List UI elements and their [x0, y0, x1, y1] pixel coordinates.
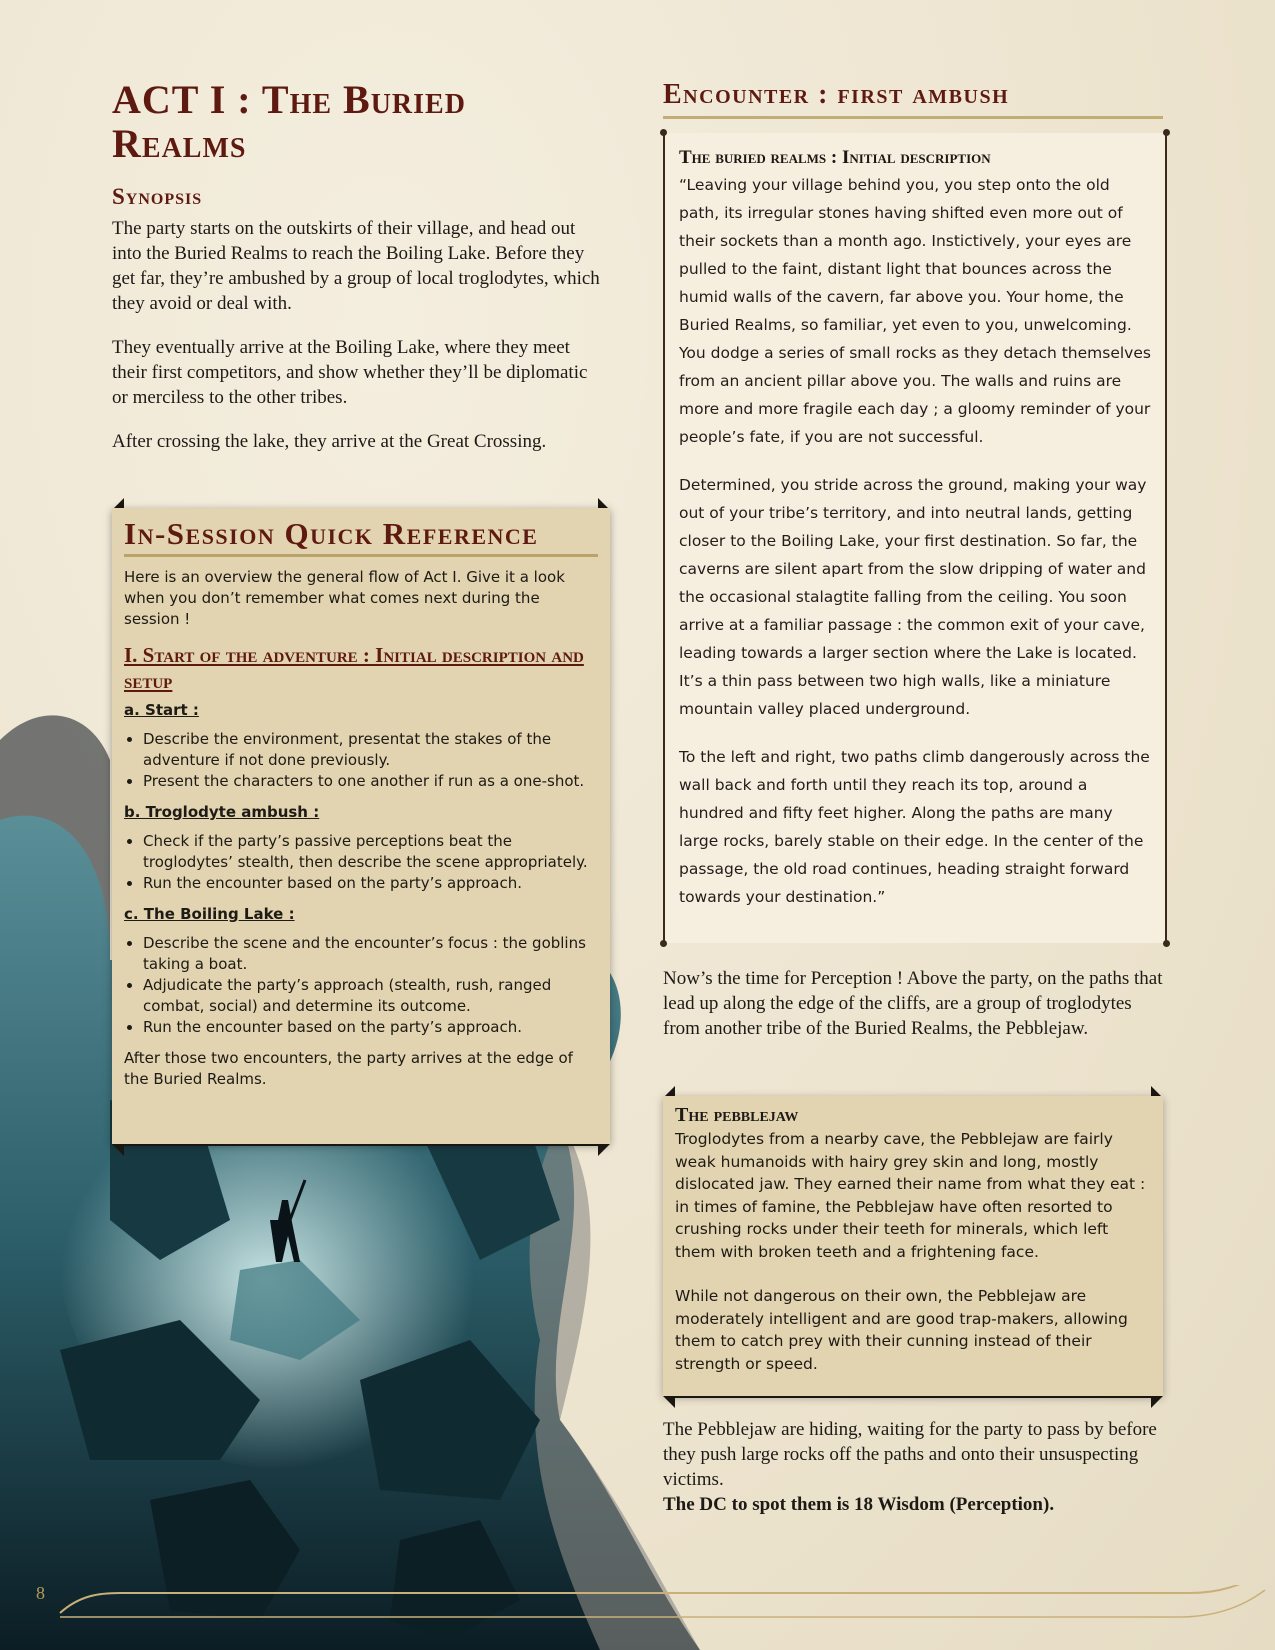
pebblejaw-paragraph: Troglodytes from a nearby cave, the Pebblejaw are fairly weak humanoids with hairy grey skin and long, mostly dislocated jaw. They earned their name from what they eat : in times of famine, the Pebblejaw have often resorted to crushing rocks under their teeth for minerals, which left them with broken teeth and a frightening face. — [675, 1130, 1146, 1261]
dc-callout: The DC to spot them is 18 Wisdom (Perception). — [663, 1494, 1055, 1515]
synopsis-paragraph: The party starts on the outskirts of their village, and head out into the Buried Realms to reach the Boiling Lake. Before they get far, they’re ambushed by a group of local troglodytes, which they avoid or deal with. — [112, 218, 600, 314]
corner-dot — [1163, 129, 1170, 136]
quick-reference-box — [112, 498, 610, 1156]
section-heading: I. Start of the adventure : Initial description and setup — [124, 643, 584, 693]
left-column — [112, 78, 602, 473]
quick-reference-outro: After those two encounters, the party arrives at the edge of the Buried Realms. — [124, 1049, 573, 1088]
corner-dot — [660, 129, 667, 136]
list-item: • Present the characters to one another if run as a one-shot. — [143, 771, 598, 792]
hiding-paragraph — [663, 1417, 1163, 1517]
title-divider — [124, 554, 598, 557]
subheading-troglodyte-ambush: b. Troglodyte ambush : — [124, 803, 320, 821]
quick-reference-intro: Here is an overview the general flow of Act I. Give it a look when you don’t remember what comes next during the session ! — [124, 568, 565, 628]
list-item: • Check if the party’s passive perceptions beat the troglodytes’ stealth, then describe the scene appropriately. — [143, 831, 598, 873]
act-title: ACT I : The Buried Realms — [112, 77, 466, 166]
start-list — [124, 729, 598, 792]
box-bottom-edge — [112, 1144, 610, 1156]
perception-paragraph: Now’s the time for Perception ! Above the party, on the paths that lead up along the edge of the cliffs, are a group of troglodytes from another tribe of the Buried Realms, the Pebblejaw. — [663, 968, 1163, 1039]
synopsis-heading: Synopsis — [112, 184, 203, 209]
list-item: • Run the encounter based on the party’s approach. — [143, 1017, 598, 1038]
subheading-start: a. Start : — [124, 701, 199, 719]
synopsis-paragraph: After crossing the lake, they arrive at the Great Crossing. — [112, 431, 547, 452]
quick-reference-title: In-Session Quick Reference — [124, 516, 539, 551]
read-aloud-paragraph: To the left and right, two paths climb dangerously across the wall back and forth until they reach its top, around a hundred and fifty feet higher. Along the paths are many large rocks, barely stable on their edge. In the center of the passage, the old road continues, heading straight forward towards your destination.” — [679, 748, 1150, 906]
read-aloud-title: The buried realms : Initial description — [679, 147, 991, 168]
read-aloud-box — [663, 133, 1167, 943]
synopsis-paragraph: They eventually arrive at the Boiling Lake, where they meet their first competitors, and show whether they’ll be diplomatic or merciless to the other tribes. — [112, 337, 588, 408]
encounter-divider — [663, 116, 1163, 119]
pebblejaw-panel — [663, 1096, 1163, 1396]
list-item: • Describe the environment, presentat the stakes of the adventure if not done previously. — [143, 729, 598, 771]
pebblejaw-box — [663, 1086, 1163, 1408]
right-column — [663, 78, 1163, 133]
box-bottom-edge — [663, 1396, 1163, 1408]
footer-ornament — [0, 1585, 1275, 1625]
quick-reference-panel — [112, 508, 610, 1144]
subheading-boiling-lake: c. The Boiling Lake : — [124, 905, 295, 923]
corner-dot — [1163, 940, 1170, 947]
pebblejaw-paragraph: While not dangerous on their own, the Pebblejaw are moderately intelligent and are good trap-makers, allowing them to catch prey with their cunning instead of their strength or speed. — [675, 1287, 1128, 1373]
corner-dot — [660, 940, 667, 947]
list-item: • Adjudicate the party’s approach (stealth, rush, ranged combat, social) and determine its outcome. — [143, 975, 598, 1017]
read-aloud-paragraph: Determined, you stride across the ground, making your way out of your tribe’s territory, and into neutral lands, getting closer to the Boiling Lake, your first destination. So far, the caverns are silent apart from the slow dripping of water and the occasional stalagtite falling from the ceiling. You soon arrive at a familiar passage : the common exit of your cave, leading towards a larger section where the Lake is located. It’s a thin pass between two high walls, like a miniature mountain valley placed underground. — [679, 476, 1147, 718]
page-number: 8 — [36, 1583, 45, 1603]
encounter-heading: Encounter : first ambush — [663, 79, 1010, 110]
list-item: • Describe the scene and the encounter’s focus : the goblins taking a boat. — [143, 933, 598, 975]
ambush-list — [124, 831, 598, 894]
boiling-lake-list — [124, 933, 598, 1038]
read-aloud-paragraph: “Leaving your village behind you, you step onto the old path, its irregular stones having shifted even more out of their sockets than a month ago. Instictively, your eyes are pulled to the faint, distant light that bounces across the humid walls of the cavern, far above you. Your home, the Buried Realms, so familiar, yet even to you, unwelcoming. You dodge a series of small rocks as they detach themselves from an ancient pillar above you. The walls and ruins are more and more fragile each day ; a gloomy reminder of your people’s fate, if you are not successful. — [679, 176, 1151, 446]
hiding-text: The Pebblejaw are hiding, waiting for the party to pass by before they push large rocks off the paths and onto their unsuspecting victims. — [663, 1419, 1157, 1490]
list-item: • Run the encounter based on the party’s approach. — [143, 873, 598, 894]
pebblejaw-title: The pebblejaw — [675, 1104, 799, 1126]
